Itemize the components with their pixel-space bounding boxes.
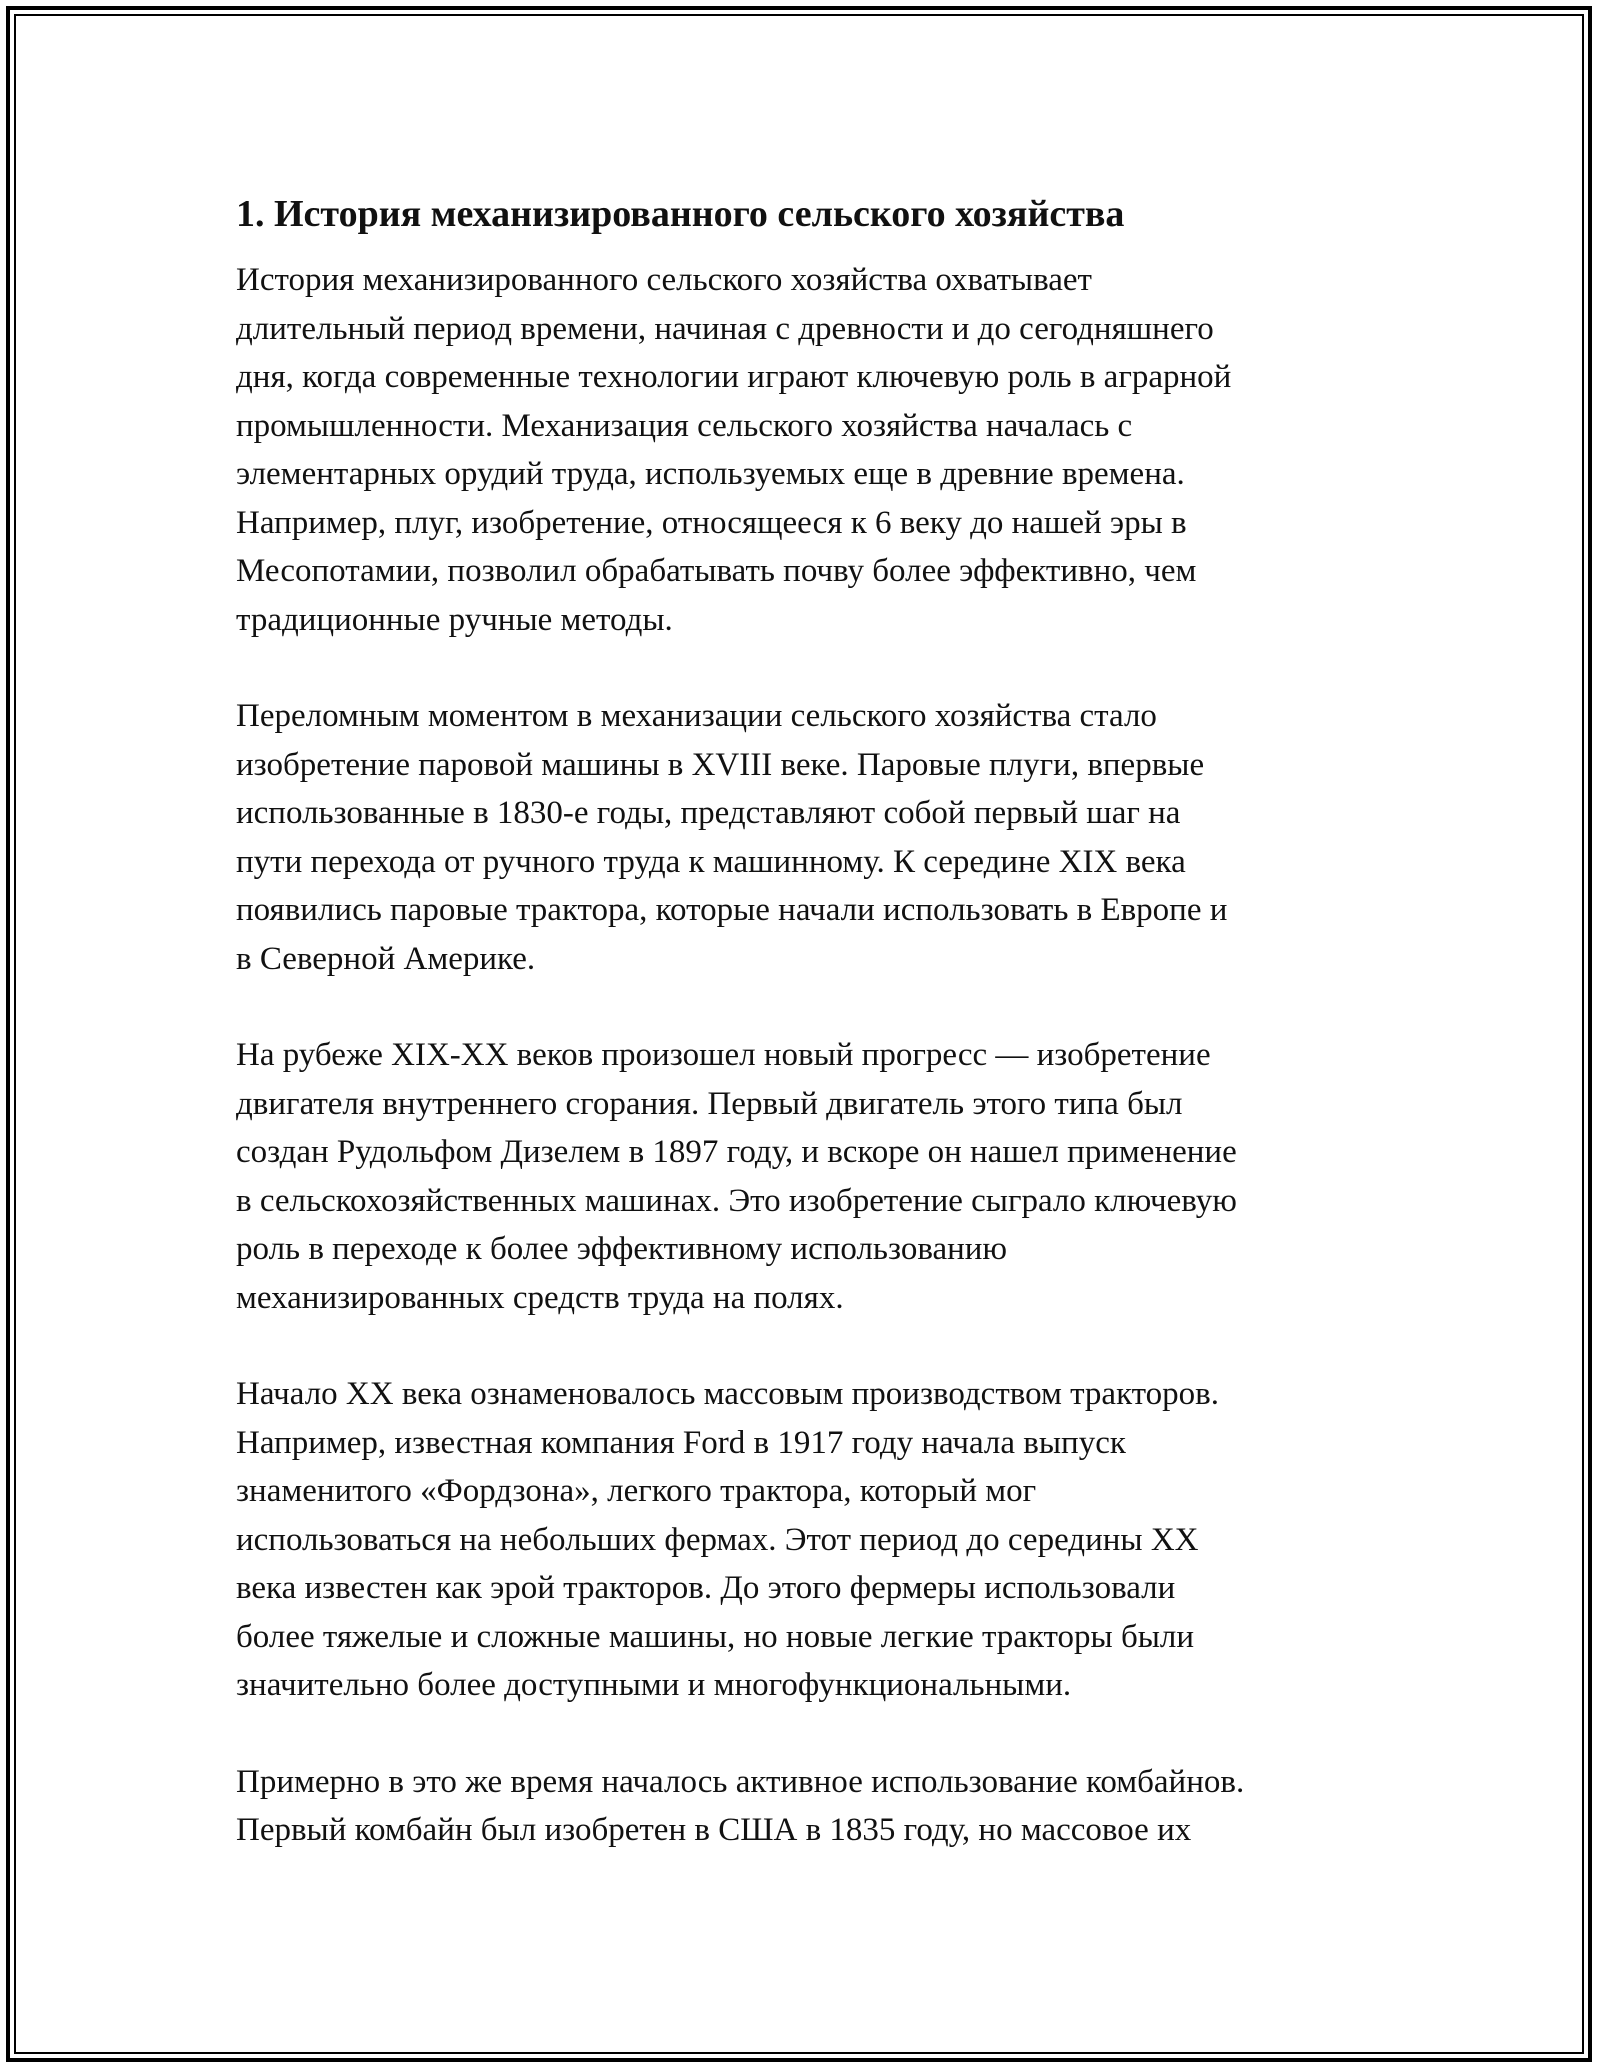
text-line: промышленности. Механизация сельского хозяйства началась с <box>236 407 1133 444</box>
text-line: традиционные ручные методы. <box>236 601 673 638</box>
text-line: Месопотамии, позволил обрабатывать почву более эффективно, чем <box>236 553 1197 589</box>
text-line: элементарных орудий труда, используемых еще в древние времена. <box>236 456 1185 492</box>
text-line: пути перехода от ручного труда к машинному. К середине XIX века <box>236 843 1186 880</box>
text-line: использоваться на небольших фермах. Этот период до середины XX <box>236 1521 1199 1558</box>
text-line: Например, плуг, изобретение, относящееся к 6 веку до нашей эры в <box>236 504 1187 541</box>
text-line: Переломным моментом в механизации сельского хозяйства стало <box>236 698 1157 734</box>
text-line: знаменитого «Фордзона», легкого трактора, который мог <box>236 1473 1037 1509</box>
text-line: Начало XX века ознаменовалось массовым производством тракторов. <box>236 1376 1219 1412</box>
paragraph-4 <box>236 1370 1386 1710</box>
text-line: появились паровые трактора, которые начали использовать в Европе и <box>236 892 1228 928</box>
text-line: длительный период времени, начиная с древности и до сегодняшнего <box>236 310 1214 347</box>
text-line: в сельскохозяйственных машинах. Это изобретение сыграло ключевую <box>236 1182 1237 1219</box>
text-line: Первый комбайн был изобретен в США в 1835 году, но массовое их <box>236 1812 1192 1848</box>
text-line: роль в переходе к более эффективному использованию <box>236 1231 1008 1267</box>
text-line: изобретение паровой машины в XVIII веке. Паровые плуги, впервые <box>236 746 1205 783</box>
paragraph-1 <box>236 256 1386 644</box>
text-line: На рубеже XIX-XX веков произошел новый прогресс — изобретение <box>236 1037 1211 1073</box>
paragraph-5 <box>236 1758 1386 1855</box>
document-body <box>236 186 1386 1903</box>
text-line: использованные в 1830-е годы, представляют собой первый шаг на <box>236 795 1181 831</box>
text-line: дня, когда современные технологии играют ключевую роль в аграрной <box>236 359 1232 395</box>
paragraph-3 <box>236 1031 1386 1322</box>
text-line: создан Рудольфом Дизелем в 1897 году, и вскоре он нашел применение <box>236 1134 1237 1170</box>
text-line: Например, известная компания Ford в 1917 году начала выпуск <box>236 1424 1126 1461</box>
section-heading: 1. История механизированного сельского хозяйства <box>236 193 1125 235</box>
text-line: века известен как эрой тракторов. До этого фермеры использовали <box>236 1570 1176 1606</box>
paragraph-2 <box>236 692 1386 983</box>
text-line: двигателя внутреннего сгорания. Первый двигатель этого типа был <box>236 1085 1183 1122</box>
text-line: История механизированного сельского хозяйства охватывает <box>236 262 1092 298</box>
text-line: более тяжелые и сложные машины, но новые легкие тракторы были <box>236 1618 1195 1655</box>
text-line: Примерно в это же время началось активное использование комбайнов. <box>236 1763 1245 1800</box>
text-line: значительно более доступными и многофункциональными. <box>236 1667 1072 1703</box>
text-line: механизированных средств труда на полях. <box>236 1279 844 1316</box>
text-line: в Северной Америке. <box>236 940 536 977</box>
